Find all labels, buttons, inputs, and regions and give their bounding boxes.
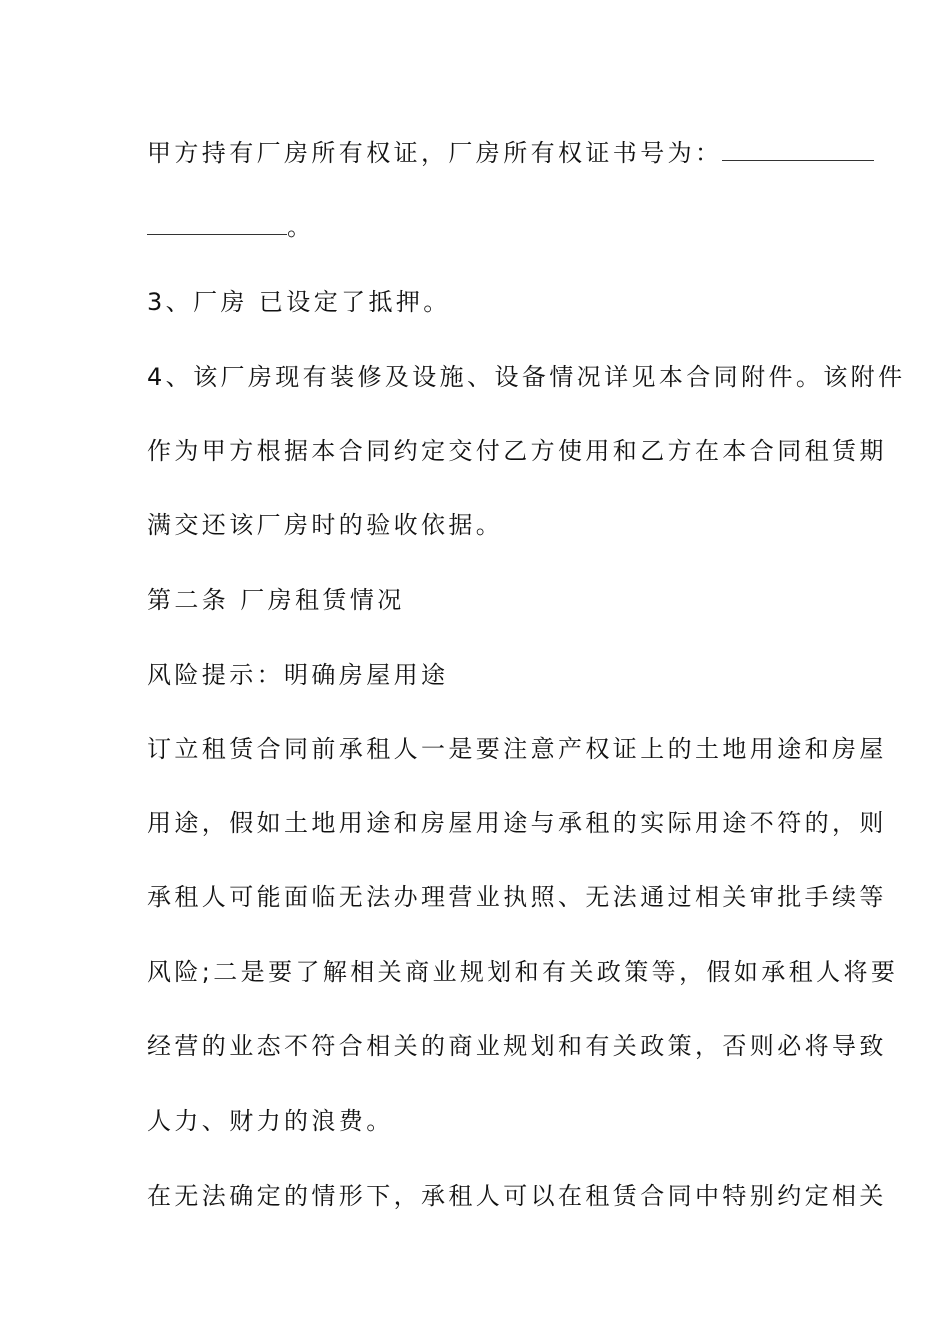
item-4-line-2: 作为甲方根据本合同约定交付乙方使用和乙方在本合同租赁期	[147, 437, 887, 465]
item-4-line-3: 满交还该厂房时的验收依据。	[147, 511, 504, 539]
certificate-line	[147, 138, 874, 168]
item-3: 3、厂房 已设定了抵押。	[147, 288, 451, 316]
item-4-line-1: 4、该厂房现有装修及设施、设备情况详见本合同附件。该附件	[147, 363, 906, 391]
certificate-number-blank-continued	[147, 212, 287, 235]
article-2-heading: 第二条 厂房租赁情况	[147, 586, 405, 614]
risk-paragraph-line-5: 经营的业态不符合相关的商业规划和有关政策，否则必将导致	[147, 1032, 887, 1060]
period-text: 。	[287, 213, 315, 241]
certificate-line-continued	[147, 212, 314, 242]
certificate-number-blank	[722, 138, 874, 161]
risk-paragraph-line-6: 人力、财力的浪费。	[147, 1107, 394, 1135]
risk-notice-heading: 风险提示：明确房屋用途	[147, 661, 449, 689]
risk-paragraph-line-1: 订立租赁合同前承租人一是要注意产权证上的土地用途和房屋	[147, 735, 887, 763]
paragraph-2-line-1: 在无法确定的情形下，承租人可以在租赁合同中特别约定相关	[147, 1182, 887, 1210]
risk-paragraph-line-3: 承租人可能面临无法办理营业执照、无法通过相关审批手续等	[147, 883, 887, 911]
risk-paragraph-line-2: 用途，假如土地用途和房屋用途与承租的实际用途不符的，则	[147, 809, 887, 837]
certificate-text: 甲方持有厂房所有权证，厂房所有权证书号为：	[147, 139, 723, 167]
risk-paragraph-line-4: 风险;二是要了解相关商业规划和有关政策等，假如承租人将要	[147, 958, 899, 986]
